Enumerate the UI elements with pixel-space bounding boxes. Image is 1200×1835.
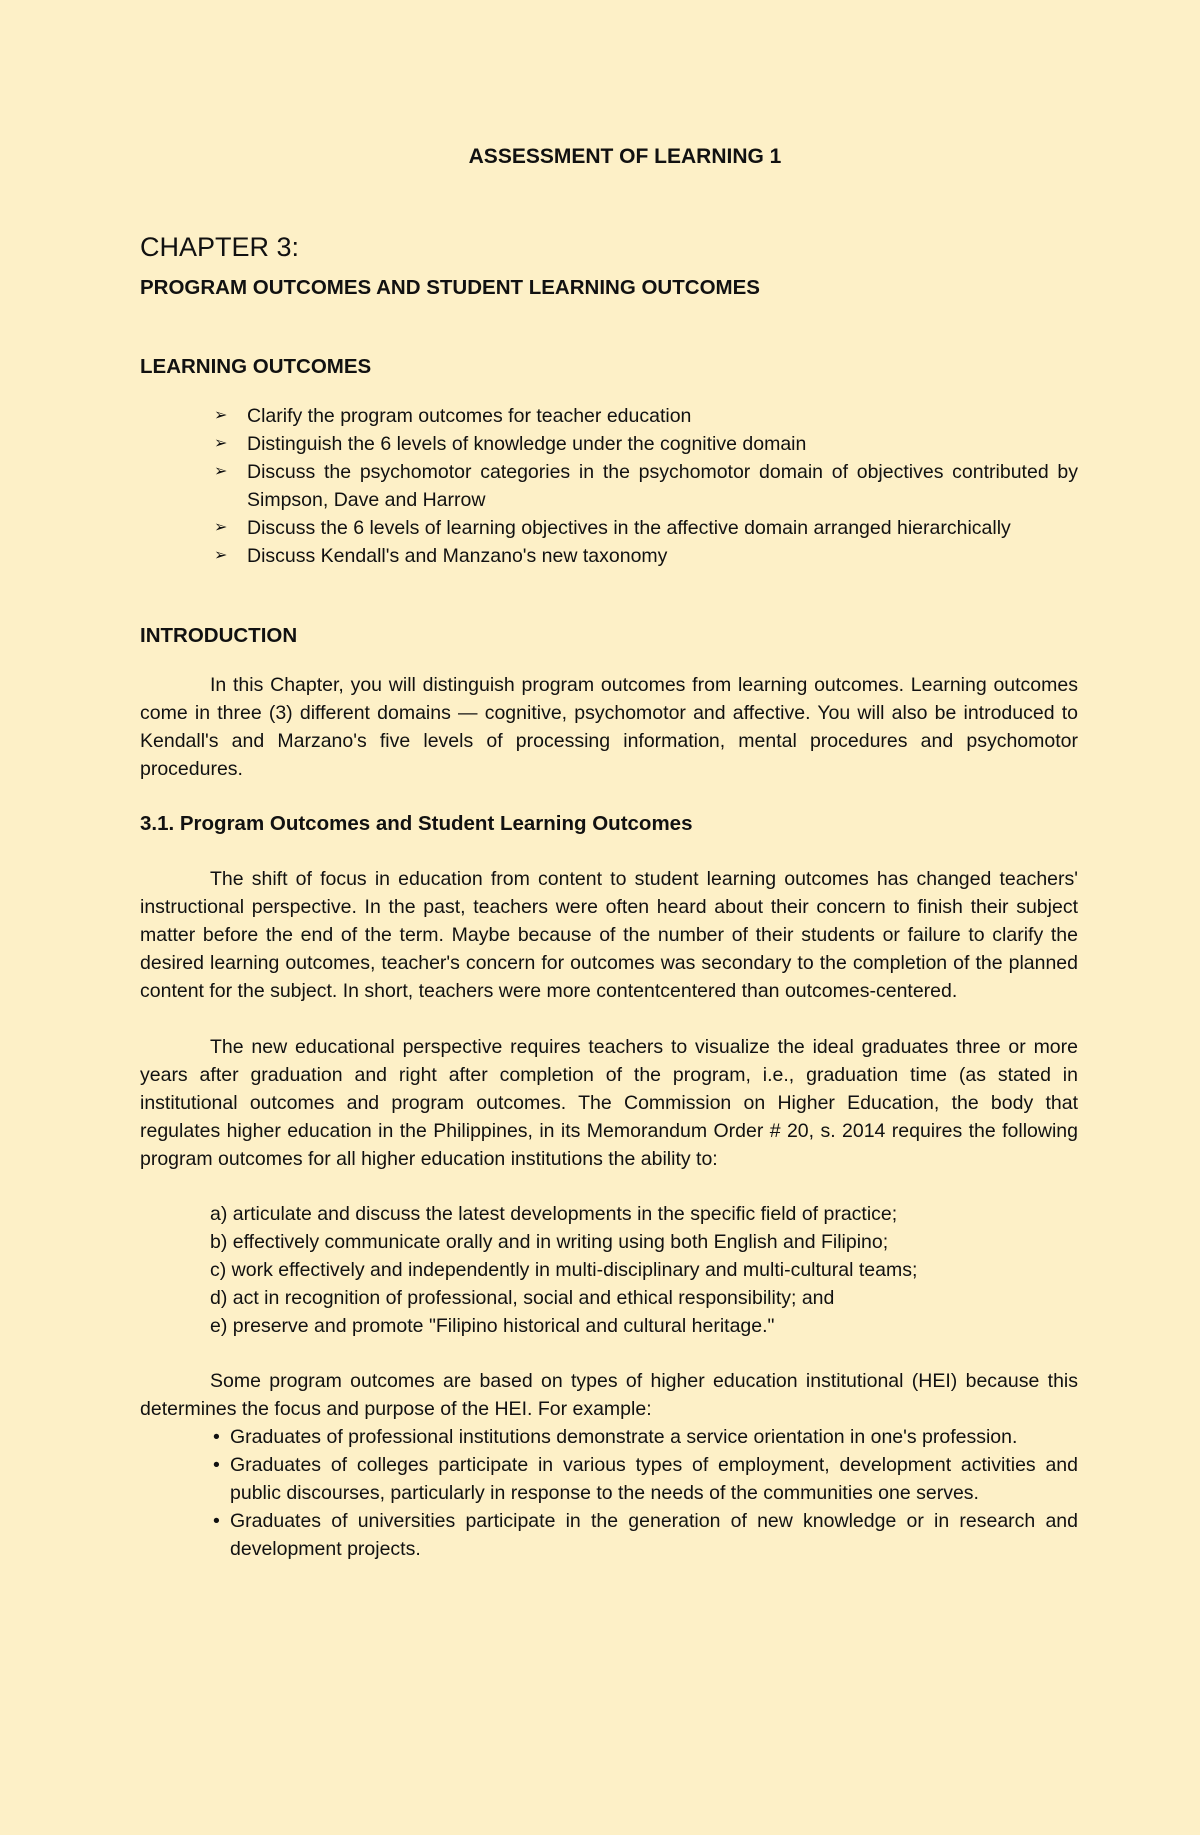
arrow-bullet-icon: ➢	[214, 463, 228, 480]
list-item-text: Discuss the 6 levels of learning objectives in the affective domain arranged hierarchically	[247, 517, 1011, 539]
list-item: c) work effectively and independently in multi-disciplinary and multi-cultural teams;	[210, 1259, 918, 1281]
list-item: b) effectively communicate orally and in writing using both English and Filipino;	[210, 1231, 889, 1253]
list-item	[214, 514, 1078, 542]
list-item	[214, 542, 1078, 570]
list-item	[213, 1507, 1078, 1563]
introduction-heading: INTRODUCTION	[140, 624, 298, 647]
paragraph-hei-types: Some program outcomes are based on types of higher education institutional (HEI) because this determines the focus and purpose of the HEI. For example:	[140, 1370, 1078, 1420]
document-body	[140, 230, 1078, 1563]
chapter-subtitle: PROGRAM OUTCOMES AND STUDENT LEARNING OUTCOMES	[140, 276, 760, 299]
list-item-text: Discuss Kendall's and Manzano's new taxonomy	[247, 545, 668, 567]
document-title: ASSESSMENT OF LEARNING 1	[468, 145, 782, 168]
arrow-bullet-icon: ➢	[214, 519, 228, 536]
list-item-text: Distinguish the 6 levels of knowledge under the cognitive domain	[247, 433, 807, 455]
list-item-text: Graduates of professional institutions demonstrate a service orientation in one's profession.	[230, 1426, 1018, 1448]
list-item	[214, 430, 1078, 458]
paragraph-new-perspective: The new educational perspective requires teachers to visualize the ideal graduates three or more years after graduation and right after completion of the program, i.e., graduation time (as stated in institutional outcomes and program outcomes. The Commission on Higher Education, the body that regulates higher education in the Philippines, in its Memorandum Order # 20, s. 2014 requires the following program outcomes for all higher education institutions the ability to:	[140, 1036, 1078, 1170]
list-item-text: Graduates of universities participate in the generation of new knowledge or in research and development projects.	[230, 1510, 1078, 1560]
bullet-icon: •	[213, 1426, 220, 1448]
list-item	[213, 1451, 1078, 1507]
bullet-icon: •	[213, 1454, 220, 1476]
list-item-text: Discuss the psychomotor categories in the psychomotor domain of objectives contributed by Simpson, Dave and Harrow	[247, 461, 1078, 511]
introduction-paragraph: In this Chapter, you will distinguish program outcomes from learning outcomes. Learning outcomes come in three (3) different domains — cognitive, psychomotor and affective. You will also be introduced to Kendall's and Marzano's five levels of processing information, mental procedures and psychomotor procedures.	[140, 674, 1078, 780]
list-item	[214, 402, 1078, 430]
list-item	[213, 1423, 1078, 1451]
bullet-icon: •	[213, 1510, 220, 1532]
list-item: e) preserve and promote "Filipino historical and cultural heritage."	[210, 1315, 775, 1337]
arrow-bullet-icon: ➢	[214, 547, 228, 564]
learning-outcomes-list	[140, 402, 1078, 570]
arrow-bullet-icon: ➢	[214, 407, 228, 424]
list-item-text: Graduates of colleges participate in various types of employment, development activities and public discourses, particularly in response to the needs of the communities one serves.	[230, 1454, 1078, 1504]
list-item: d) act in recognition of professional, social and ethical responsibility; and	[210, 1287, 835, 1309]
program-outcomes-list	[140, 1200, 1078, 1340]
learning-outcomes-heading: LEARNING OUTCOMES	[140, 355, 372, 378]
list-item: a) articulate and discuss the latest developments in the specific field of practice;	[210, 1203, 898, 1225]
hei-examples-list	[140, 1423, 1078, 1563]
paragraph-shift-of-focus: The shift of focus in education from content to student learning outcomes has changed teachers' instructional perspective. In the past, teachers were often heard about their concern to finish their subject matter before the end of the term. Maybe because of the number of their students or failure to clarify the desired learning outcomes, teacher's concern for outcomes was secondary to the completion of the planned content for the subject. In short, teachers were more contentcentered than outcomes-centered.	[140, 868, 1078, 1002]
list-item	[214, 458, 1078, 514]
section-3-1-heading: 3.1. Program Outcomes and Student Learning Outcomes	[140, 812, 693, 835]
list-item-text: Clarify the program outcomes for teacher education	[247, 405, 692, 427]
arrow-bullet-icon: ➢	[214, 435, 228, 452]
chapter-label: CHAPTER 3:	[140, 232, 300, 262]
